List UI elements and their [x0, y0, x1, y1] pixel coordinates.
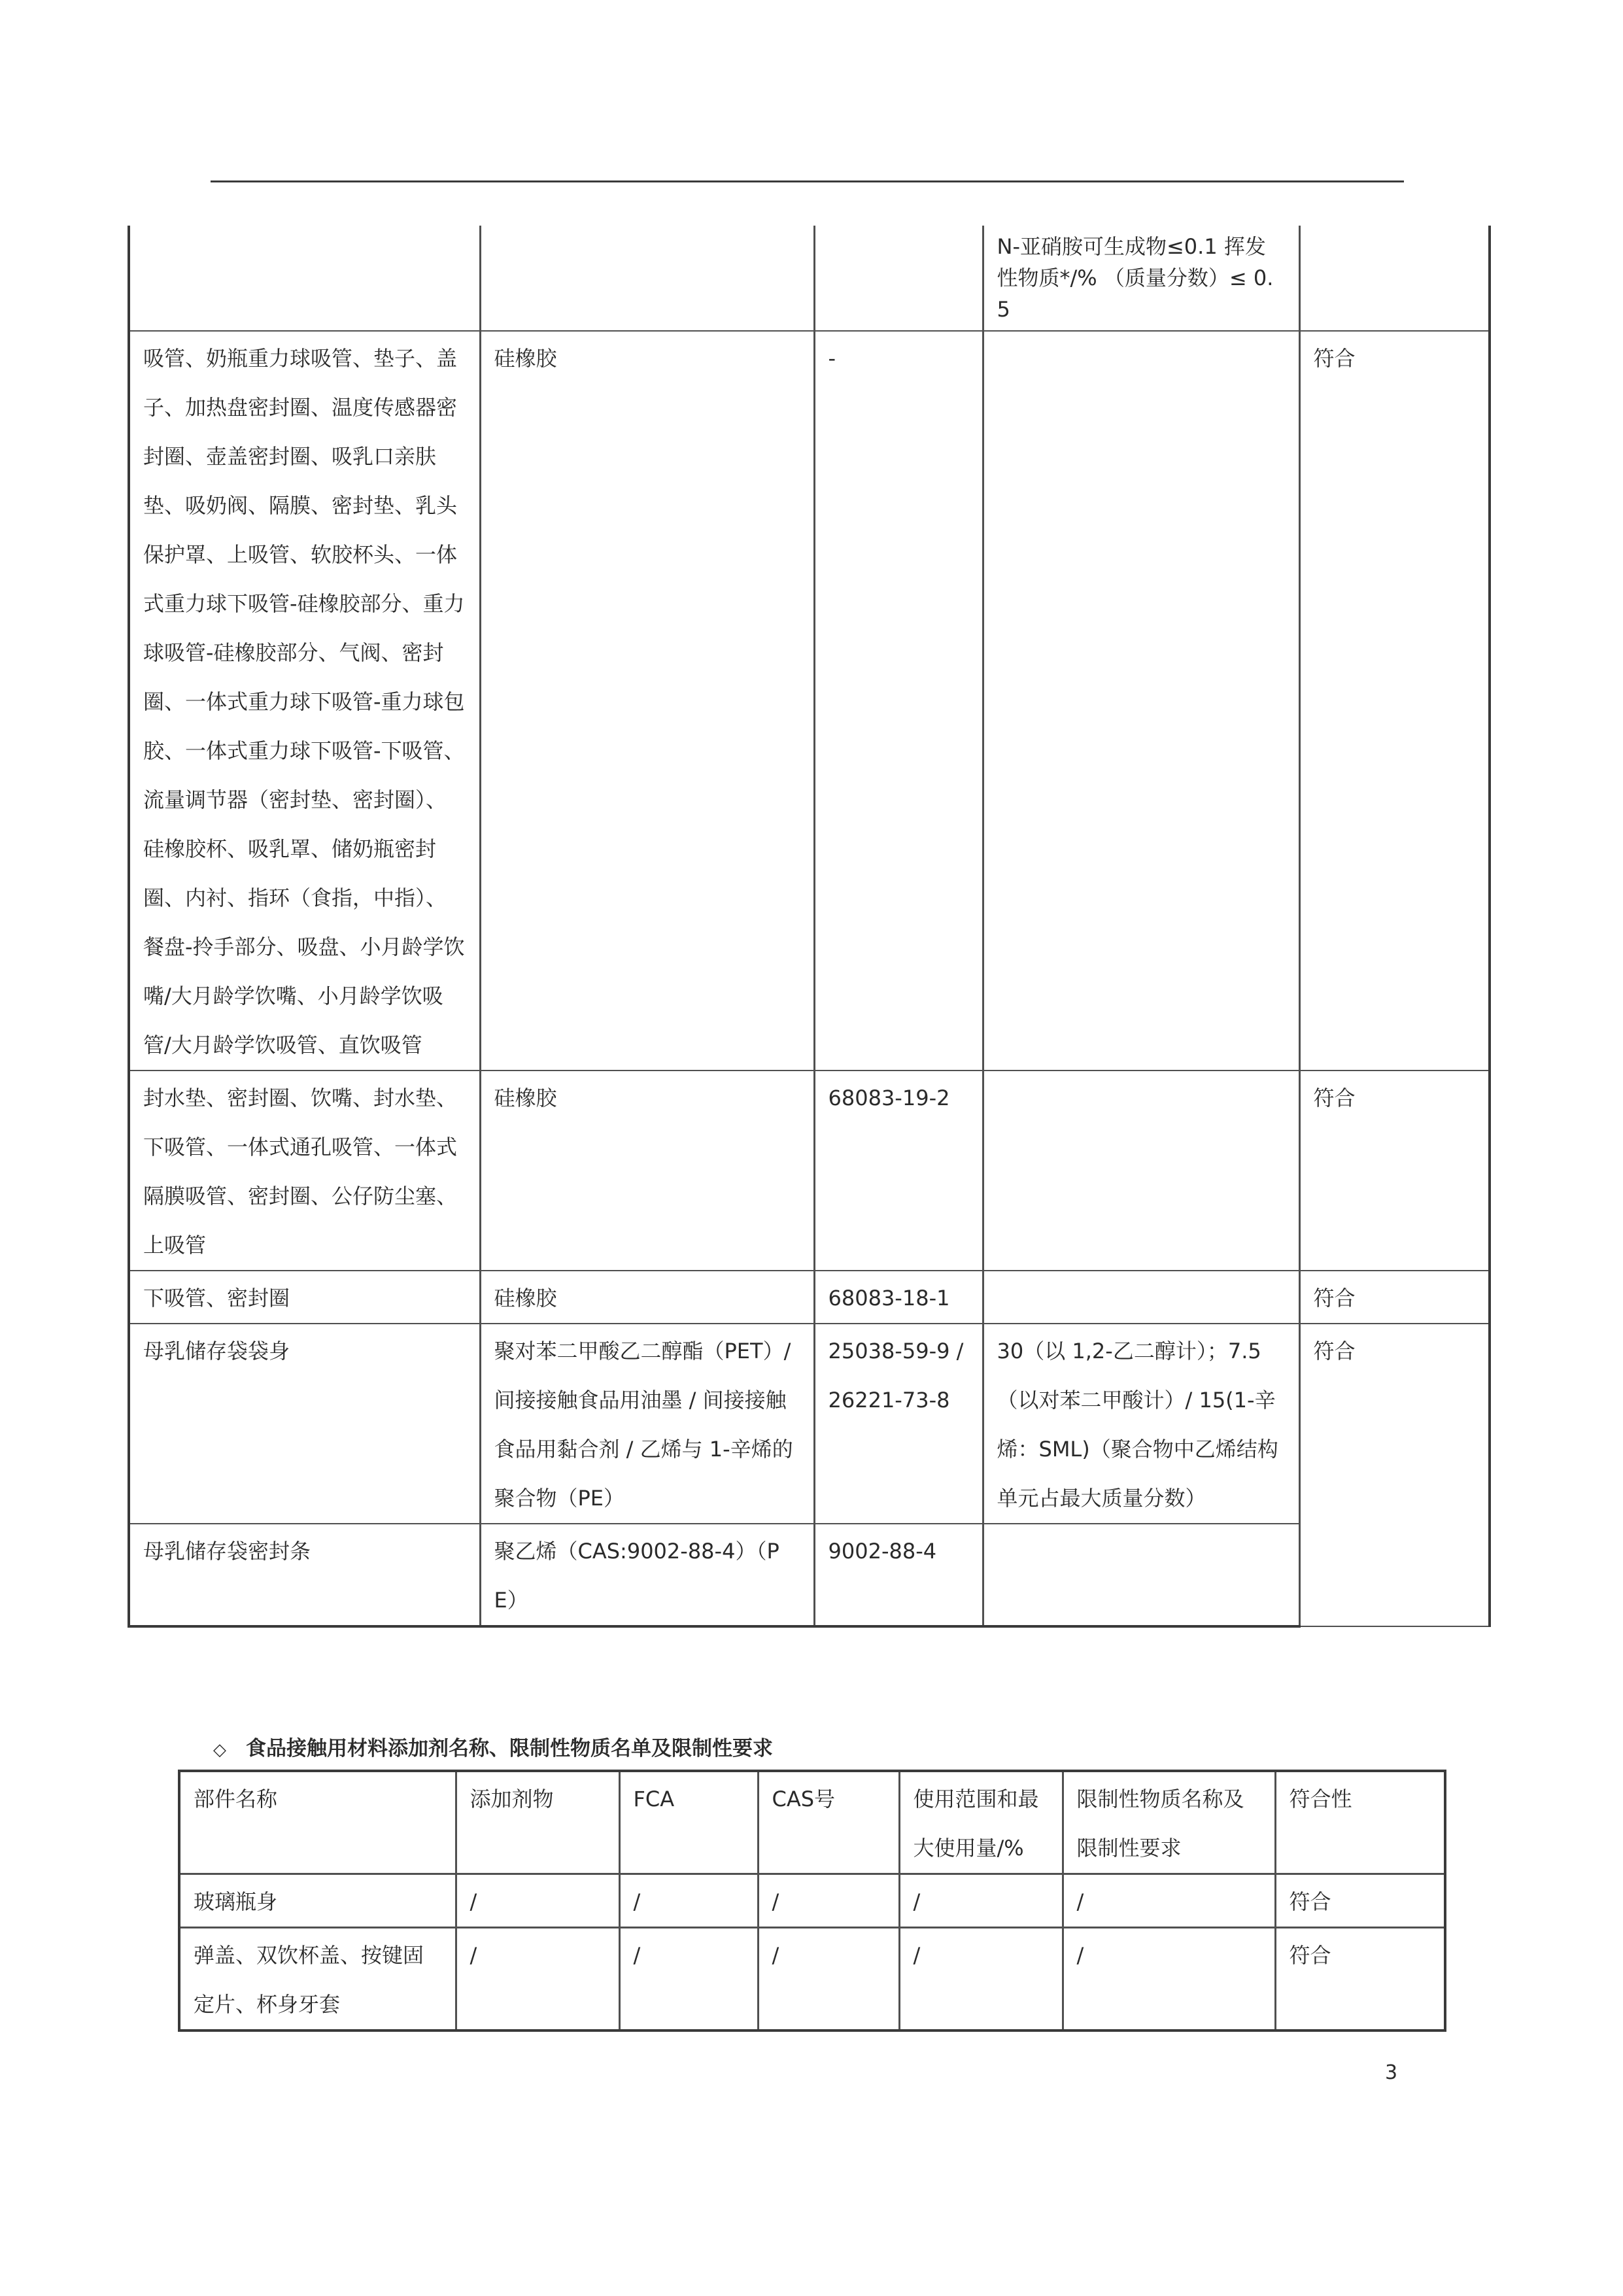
diamond-bullet-icon: ◇ [213, 1740, 226, 1760]
additive-cell: / [456, 1928, 619, 2031]
table-row [129, 1524, 1490, 1626]
table-header-row [179, 1771, 1445, 1874]
header-fca: FCA [619, 1771, 758, 1874]
material-cell [480, 226, 814, 331]
section-heading [213, 1732, 773, 1761]
table-row [129, 1071, 1490, 1271]
header-compliance: 符合性 [1275, 1771, 1445, 1874]
part-name-cell: 母乳储存袋密封条 [129, 1524, 480, 1626]
cas-cell: 25038-59-9 / 26221-73-8 [814, 1324, 983, 1524]
restriction-cell [983, 1271, 1299, 1324]
table-row [129, 331, 1490, 1071]
fca-cell: / [619, 1928, 758, 2031]
page-number: 3 [1385, 2061, 1398, 2084]
compliance-cell: 符合 [1275, 1874, 1445, 1928]
part-name-cell: 下吸管、密封圈 [129, 1271, 480, 1324]
header-rule [211, 180, 1404, 182]
compliance-cell: 符合 [1299, 1071, 1490, 1271]
compliance-cell [1299, 226, 1490, 331]
restriction-cell: / [1063, 1928, 1275, 2031]
part-name-cell: 吸管、奶瓶重力球吸管、垫子、盖子、加热盘密封圈、温度传感器密封圈、壶盖密封圈、吸乳口亲肤垫、吸奶阀、隔膜、密封垫、乳头保护罩、上吸管、软胶杯头、一体式重力球下吸管-硅橡胶部分、重力球吸管-硅橡胶部分、气阀、密封圈、一体式重力球下吸管-重力球包胶、一体式重力球下吸管-下吸管、流量调节器（密封垫、密封圈）、硅橡胶杯、吸乳罩、储奶瓶密封圈、内衬、指环（食指，中指）、餐盘-拎手部分、吸盘、小月龄学饮嘴/大月龄学饮嘴、小月龄学饮吸管/大月龄学饮吸管、直饮吸管 [129, 331, 480, 1071]
compliance-cell: 符合 [1299, 331, 1490, 1071]
cas-cell: - [814, 331, 983, 1071]
cas-cell: 9002-88-4 [814, 1524, 983, 1626]
section-heading-text: 食品接触用材料添加剂名称、限制性物质名单及限制性要求 [246, 1737, 773, 1760]
table-row [179, 1928, 1445, 2031]
restriction-cell: N-亚硝胺可生成物≤0.1 挥发性物质*/% （质量分数）≤ 0.5 [983, 226, 1299, 331]
restriction-cell [983, 1071, 1299, 1271]
usage-range-cell: / [899, 1874, 1063, 1928]
part-name-cell: 弹盖、双饮杯盖、按键固定片、杯身牙套 [179, 1928, 456, 2031]
part-name-cell: 玻璃瓶身 [179, 1874, 456, 1928]
part-name-cell: 母乳储存袋袋身 [129, 1324, 480, 1524]
restriction-cell [983, 331, 1299, 1071]
cas-cell: / [758, 1874, 899, 1928]
compliance-cell: 符合 [1299, 1324, 1490, 1626]
restriction-cell [983, 1524, 1299, 1626]
cas-cell: 68083-19-2 [814, 1071, 983, 1271]
material-cell: 硅橡胶 [480, 331, 814, 1071]
material-cell: 硅橡胶 [480, 1071, 814, 1271]
table-row [129, 1324, 1490, 1524]
table-row [179, 1874, 1445, 1928]
cas-cell: / [758, 1928, 899, 2031]
restriction-cell: / [1063, 1874, 1275, 1928]
header-additive: 添加剂物 [456, 1771, 619, 1874]
material-cell: 聚乙烯（CAS:9002-88-4）（PE） [480, 1524, 814, 1626]
cas-cell [814, 226, 983, 331]
header-part-name: 部件名称 [179, 1771, 456, 1874]
part-name-cell: 封水垫、密封圈、饮嘴、封水垫、下吸管、一体式通孔吸管、一体式隔膜吸管、密封圈、公仔防尘塞、上吸管 [129, 1071, 480, 1271]
cas-cell: 68083-18-1 [814, 1271, 983, 1324]
additive-cell: / [456, 1874, 619, 1928]
material-table [128, 226, 1491, 1628]
usage-range-cell: / [899, 1928, 1063, 2031]
material-cell: 硅橡胶 [480, 1271, 814, 1324]
table-row [129, 1271, 1490, 1324]
compliance-cell: 符合 [1299, 1271, 1490, 1324]
restriction-cell: 30（以 1,2-乙二醇计）；7.5（以对苯二甲酸计）/ 15(1-辛烯：SML)（聚合物中乙烯结构单元占最大质量分数） [983, 1324, 1299, 1524]
header-cas: CAS号 [758, 1771, 899, 1874]
material-cell: 聚对苯二甲酸乙二醇酯（PET）/ 间接接触食品用油墨 / 间接接触食品用黏合剂 / 乙烯与 1-辛烯的聚合物（PE） [480, 1324, 814, 1524]
compliance-cell: 符合 [1275, 1928, 1445, 2031]
table-row [129, 226, 1490, 331]
header-usage-range: 使用范围和最大使用量/% [899, 1771, 1063, 1874]
additive-table [178, 1770, 1446, 2032]
fca-cell: / [619, 1874, 758, 1928]
part-name-cell [129, 226, 480, 331]
header-restriction: 限制性物质名称及限制性要求 [1063, 1771, 1275, 1874]
